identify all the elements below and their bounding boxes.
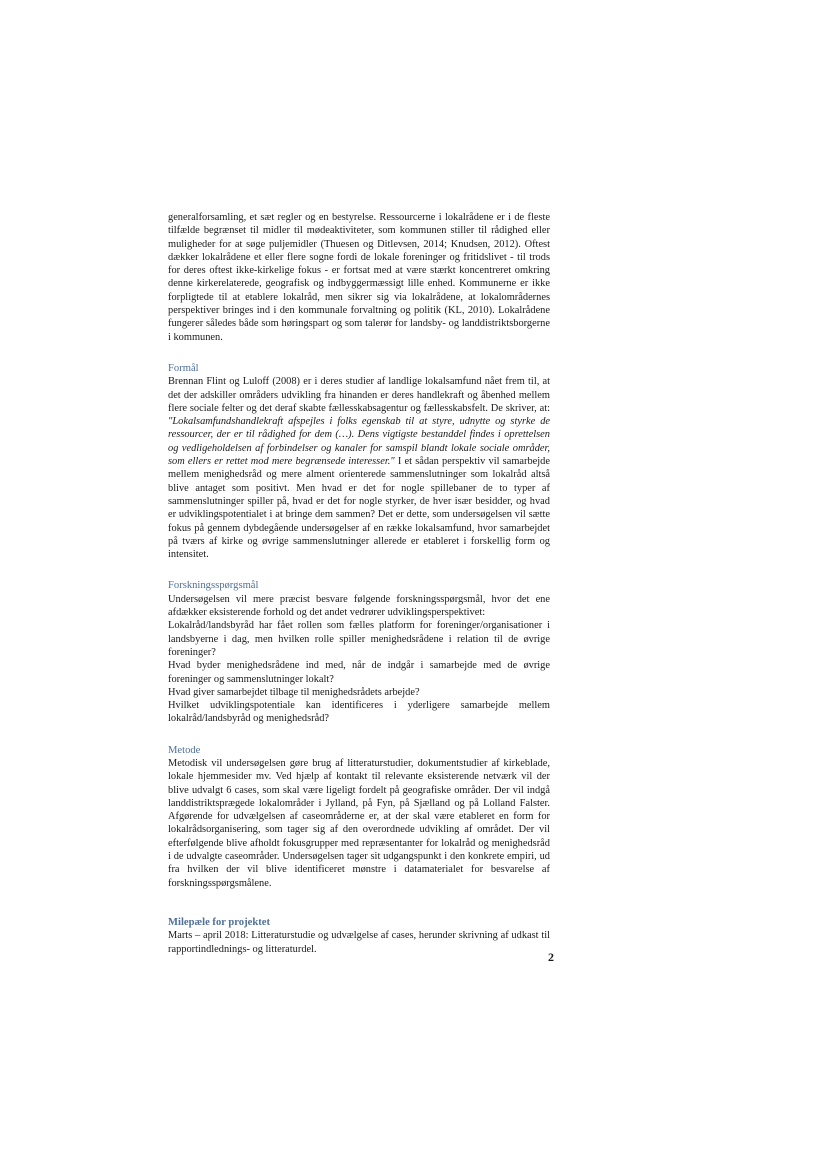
page-number: 2 bbox=[548, 950, 554, 964]
body-text-column bbox=[168, 211, 550, 956]
section-heading-formaal: Formål bbox=[168, 362, 199, 374]
section-heading-forskningsspoergsmaal: Forskningsspørgsmål bbox=[168, 580, 259, 592]
research-intro-line: Undersøgelsen vil mere præcist besvare følgende forskningsspørgsmål, hvor det ene afdækker eksisterende forhold og det andet vedrører udviklingsperspektivet: bbox=[168, 593, 550, 619]
research-question: Hvad byder menighedsrådene ind med, når de indgår i samarbejde med de øvrige foreninger og sammenslutninger lokalt? bbox=[168, 660, 550, 685]
intro-paragraph: generalforsamling, et sæt regler og en bestyrelse. Ressourcerne i lokalrådene er i de fleste tilfælde begrænset til midler til mødeaktiviteter, som kommunen stiller til rådighed eller muligheder for at søge puljemidler (Thuesen og Ditlevsen, 2014; Knudsen, 2012). Oftest dækker lokalrådene et eller flere sogne fordi de lokale foreninger og fritidslivet - til trods for deres oftest ikke-kirkelige fokus - er fortsat med at være stærkt koncentreret omkring denne kirkerelaterede, geografisk og indbyggermæssigt lille enhed. Kommunerne er ikke forpligtede til at etablere lokalråd, men sikrer sig via lokalrådene, at lokalområdernes perspektiver bringes ind i den kommunale forvaltning og politik (KL, 2010). Lokalrådene fungerer således både som høringspart og som talerør for landsby- og landdistriktsborgerne i kommunen. bbox=[168, 212, 550, 343]
formaal-text-after-quote: I et sådan perspektiv vil samarbejde mellem menighedsråd og mere alment orienterede sammenslutninger som lokalråd altså blive antaget som positivt. Men hvad er det for nogle spillebaner de to typer af sammenslutninger spiller på, hvad er det for nogle styrker, de hver især besidder, og hvad er udviklingspotentialet i at bringe dem sammen? Det er dette, som undersøgelsen vil sætte fokus på gennem dybdegående undersøgelser af en række lokalsamfund, hvor samarbejdet på tværs af kirke og øvrige sammenslutninger allerede er etableret i forskellig form og intensitet. bbox=[168, 456, 550, 561]
formaal-quote: "Lokalsamfundshandlekraft afspejles i folks egenskab til at styre, udnytte og styrke de ressourcer, der er til rådighed for dem (…). Dens vigtigste bestanddel findes i oprettelsen og vedligeholdelsen af forbindelser og kanaler for samspil blandt lokale sociale områder, som ellers er rettet mod mere begrænsede interesser." bbox=[168, 416, 550, 468]
research-question: Hvad giver samarbejdet tilbage til menighedsrådets arbejde? bbox=[168, 686, 420, 698]
metode-paragraph: Metodisk vil undersøgelsen gøre brug af litteraturstudier, dokumentstudier af kirkeblade, lokale hjemmesider mv. Ved hjælp af kontakt til relevante eksisterende netværk vil der blive udvalgt 6 cases, som skal være ligeligt fordelt på geografiske områder. Der vil indgå landdistriktsprægede lokalområder i Jylland, på Fyn, på Sjælland og på Lolland Falster. Afgørende for udvælgelsen af caseområderne er, at der skal være etableret en form for lokalrådsorganisering, som tager sig af den overordnede udvikling af området. Der vil efterfølgende blive afholdt fokusgrupper med repræsentanter for lokalråd og menighedsråd i de udvalgte caseområder. Undersøgelsen tager sit udgangspunkt i den konkrete empiri, ud fra hvilken der vil blive identificeret mønstre i datamaterialet for besvarelse af forskningsspørgsmålene. bbox=[168, 757, 550, 889]
formaal-text-before-quote: Brennan Flint og Luloff (2008) er i deres studier af landlige lokalsamfund nået frem til, at det der adskiller områders udvikling fra hinanden er deres handlekraft og åbenhed mellem flere sociale felter og det deraf skabte fællesskabsagentur og fællesskabsfelt. De skriver, at: bbox=[168, 376, 550, 414]
milepaele-paragraph: Marts – april 2018: Litteraturstudie og udvælgelse af cases, herunder skrivning af udkast til rapportindlednings- og litteraturdel. bbox=[168, 930, 550, 955]
section-heading-metode: Metode bbox=[168, 744, 201, 756]
formaal-paragraph bbox=[168, 375, 550, 561]
section-heading-milepaele: Milepæle for projektet bbox=[168, 916, 270, 928]
research-question: Hvilket udviklingspotentiale kan identificeres i yderligere samarbejde mellem lokalråd/landsbyråd og menighedsråd? bbox=[168, 700, 550, 725]
research-question: Lokalråd/landsbyråd har fået rollen som fælles platform for foreninger/organisationer i landsbyerne i dag, men hvilken rolle spiller menighedsrådene i relation til de øvrige foreninger? bbox=[168, 620, 550, 658]
